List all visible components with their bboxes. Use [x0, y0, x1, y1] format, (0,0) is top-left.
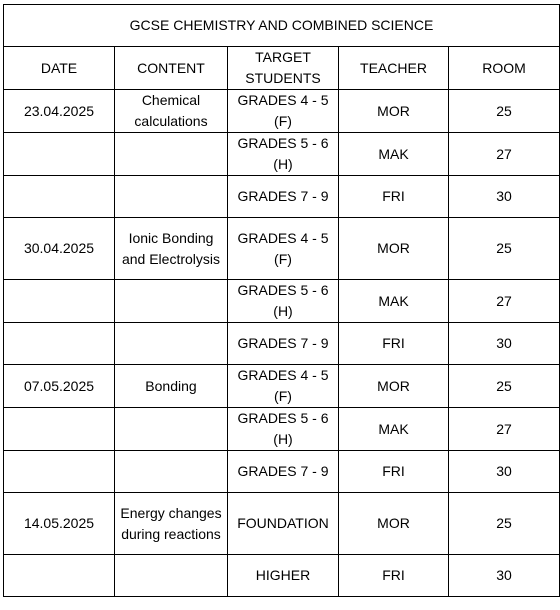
teacher-cell: MOR [339, 493, 449, 555]
content-cell-empty [115, 451, 228, 493]
target-cell: HIGHER [228, 555, 339, 597]
date-cell-empty [4, 323, 115, 365]
room-cell: 30 [449, 451, 560, 493]
content-cell: Energy changes during reactions [115, 493, 228, 555]
table-row [4, 493, 560, 555]
date-cell: 14.05.2025 [4, 493, 115, 555]
table-row [4, 280, 560, 323]
header-teacher: TEACHER [339, 47, 449, 90]
content-cell: Bonding [115, 365, 228, 408]
teacher-cell: MAK [339, 280, 449, 323]
table-row [4, 176, 560, 218]
teacher-cell: MAK [339, 133, 449, 176]
target-cell: GRADES 7 - 9 [228, 176, 339, 218]
table-row [4, 408, 560, 451]
target-cell: GRADES 4 - 5 (F) [228, 90, 339, 133]
content-cell-empty [115, 133, 228, 176]
room-cell: 25 [449, 493, 560, 555]
room-cell: 30 [449, 176, 560, 218]
table-row [4, 323, 560, 365]
table-title: GCSE CHEMISTRY AND COMBINED SCIENCE [4, 5, 560, 47]
date-cell-empty [4, 408, 115, 451]
content-cell: Ionic Bonding and Electrolysis [115, 218, 228, 280]
table-row [4, 133, 560, 176]
date-cell: 23.04.2025 [4, 90, 115, 133]
teacher-cell: FRI [339, 451, 449, 493]
target-cell: GRADES 5 - 6 (H) [228, 408, 339, 451]
header-row [4, 47, 560, 90]
target-cell: GRADES 4 - 5 (F) [228, 218, 339, 280]
table-row [4, 555, 560, 597]
teacher-cell: MOR [339, 218, 449, 280]
target-cell: FOUNDATION [228, 493, 339, 555]
table-row [4, 90, 560, 133]
teacher-cell: MOR [339, 90, 449, 133]
header-date: DATE [4, 47, 115, 90]
header-room: ROOM [449, 47, 560, 90]
content-cell: Chemical calculations [115, 90, 228, 133]
content-cell-empty [115, 280, 228, 323]
teacher-cell: FRI [339, 555, 449, 597]
target-cell: GRADES 5 - 6 (H) [228, 280, 339, 323]
table-row [4, 218, 560, 280]
date-cell-empty [4, 133, 115, 176]
content-cell-empty [115, 176, 228, 218]
target-cell: GRADES 7 - 9 [228, 323, 339, 365]
content-cell-empty [115, 323, 228, 365]
content-cell-empty [115, 408, 228, 451]
teacher-cell: MAK [339, 408, 449, 451]
teacher-cell: FRI [339, 176, 449, 218]
content-cell-empty [115, 555, 228, 597]
target-cell: GRADES 4 - 5 (F) [228, 365, 339, 408]
table-row [4, 451, 560, 493]
schedule-table [3, 4, 560, 597]
room-cell: 30 [449, 555, 560, 597]
teacher-cell: FRI [339, 323, 449, 365]
date-cell-empty [4, 555, 115, 597]
teacher-cell: MOR [339, 365, 449, 408]
room-cell: 30 [449, 323, 560, 365]
room-cell: 25 [449, 365, 560, 408]
target-cell: GRADES 5 - 6 (H) [228, 133, 339, 176]
room-cell: 27 [449, 408, 560, 451]
target-cell: GRADES 7 - 9 [228, 451, 339, 493]
header-content: CONTENT [115, 47, 228, 90]
date-cell-empty [4, 280, 115, 323]
room-cell: 25 [449, 218, 560, 280]
date-cell: 30.04.2025 [4, 218, 115, 280]
room-cell: 27 [449, 133, 560, 176]
title-row [4, 5, 560, 47]
date-cell-empty [4, 451, 115, 493]
date-cell: 07.05.2025 [4, 365, 115, 408]
date-cell-empty [4, 176, 115, 218]
room-cell: 27 [449, 280, 560, 323]
table-row [4, 365, 560, 408]
room-cell: 25 [449, 90, 560, 133]
header-target-students: TARGET STUDENTS [228, 47, 339, 90]
